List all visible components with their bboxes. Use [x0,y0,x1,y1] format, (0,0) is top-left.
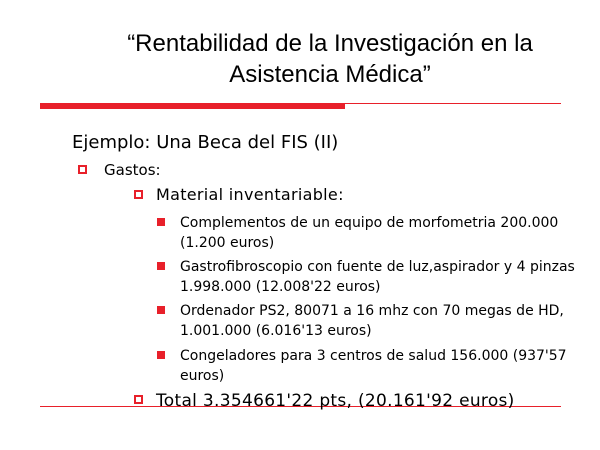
total-text: Total 3.354661'22 pts, (20.161'92 euros) [156,391,515,411]
slide-title [60,28,600,90]
hollow-square-bullet-icon [134,190,143,199]
title-underline-thick [40,103,345,109]
slide-title-line-2: Asistencia Médica” [229,61,431,88]
list-item-total [134,391,515,411]
list-item-text: Gastrofibroscopio con fuente de luz,aspirador y 4 pinzas 1.998.000 (12.008'22 euros) [180,259,575,295]
list-item-label: Gastos: [104,161,161,179]
list-item [157,213,585,253]
solid-square-bullet-icon [157,262,165,270]
list-item-text: Ordenador PS2, 80071 a 16 mhz con 70 megas de HD, 1.001.000 (6.016'13 euros) [180,303,564,339]
solid-square-bullet-icon [157,351,165,359]
list-item [157,257,585,297]
slide-title-line-1: “Rentabilidad de la Investigación en la [127,30,533,57]
solid-square-bullet-icon [157,306,165,314]
list-item [157,301,585,341]
hollow-square-bullet-icon [78,165,87,174]
slide-heading: Ejemplo: Una Beca del FIS (II) [72,132,339,153]
list-item-label: Material inventariable: [156,185,344,204]
solid-square-bullet-icon [157,218,165,226]
list-item-material [134,186,344,204]
title-underline-thin [345,103,561,104]
list-item-text: Complementos de un equipo de morfometria 200.000 (1.200 euros) [180,215,559,251]
list-item-gastos [78,161,161,179]
list-item-text: Congeladores para 3 centros de salud 156.000 (937'57 euros) [180,348,567,384]
hollow-square-bullet-icon [134,395,143,404]
list-item [157,346,585,386]
